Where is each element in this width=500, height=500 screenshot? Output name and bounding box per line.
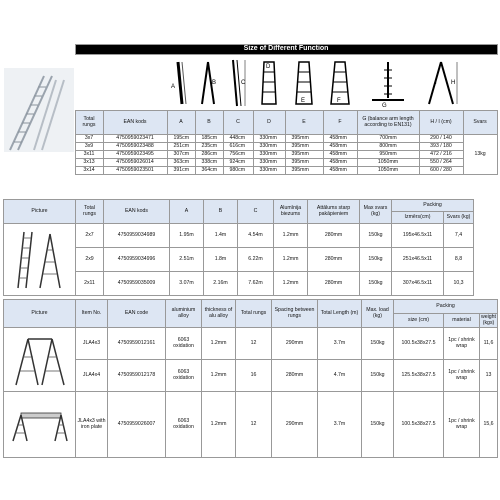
svg-text:I: I [435, 79, 437, 86]
t2-h-ean: EAN kods [104, 200, 170, 224]
ladder-a-icon [167, 55, 195, 111]
t3-cell: 100.5x38x27.5 [394, 392, 444, 458]
t1-cell: 458mm [323, 167, 357, 175]
t2-cell: 7,4 [444, 224, 474, 248]
t3-cell: JLA4x3 [76, 328, 108, 360]
t3-h-alloy: aluminium alloy [166, 300, 202, 328]
ladder-g-icon [357, 55, 419, 111]
t3-cell: 100.5x38x27.5 [394, 328, 444, 360]
product-photo-cell [3, 45, 75, 175]
t1-cell: 550 / 264 [419, 159, 463, 167]
t2-h-c: C [238, 200, 274, 224]
t3-h-packing: Packing [394, 300, 498, 314]
t1-h-g: G (balance arm length according to EN131) [357, 111, 419, 135]
t1-cell: 395mm [285, 159, 323, 167]
t2-cell: 1.2mm [274, 224, 308, 248]
t1-h-ean: EAN kods [103, 111, 167, 135]
t2-cell: 4750959035009 [104, 272, 170, 296]
t2-h-total-rungs: Total rungs [76, 200, 104, 224]
t2-cell: 280mm [308, 248, 360, 272]
t1-cell: 458mm [323, 159, 357, 167]
ladder-b-icon [195, 55, 223, 111]
t1-h-f: F [323, 111, 357, 135]
t2-cell: 2.51m [170, 248, 204, 272]
t3-cell: 4750959012178 [108, 360, 166, 392]
t2-h-packing: Packing [392, 200, 474, 212]
t1-h-e: E [285, 111, 323, 135]
t3-cell: 12 [236, 392, 272, 458]
t2-h-spacing: Attālums starp pakāpieniem [308, 200, 360, 224]
t2-cell: 1.4m [204, 224, 238, 248]
t2-h-b: B [204, 200, 238, 224]
ladder-d-icon [253, 55, 285, 111]
t3-cell: 280mm [272, 360, 318, 392]
t2-h-weight: Svars (kg) [444, 212, 474, 224]
t2-cell: 1.2mm [274, 248, 308, 272]
t1-cell: 290 / 140 [419, 135, 463, 143]
t1-cell: 395mm [285, 167, 323, 175]
t2-cell: 150kg [360, 248, 392, 272]
t1-cell: 391cm [167, 167, 195, 175]
t3-h-ean: EAN code [108, 300, 166, 328]
t1-cell: 363cm [167, 159, 195, 167]
t1-cell: 458mm [323, 143, 357, 151]
t3-h-item: Item No. [76, 300, 108, 328]
t1-cell: 3x9 [75, 143, 103, 151]
ladder-c-icon [223, 55, 253, 111]
t2-cell: 2x9 [76, 248, 104, 272]
two-section-ladder-table [3, 199, 474, 296]
t2-h-picture: Picture [4, 200, 76, 224]
t3-picture-2 [4, 392, 76, 458]
size-function-table [3, 44, 498, 175]
svg-text:G: G [382, 102, 387, 108]
t1-h-a: A [167, 111, 195, 135]
t2-cell: 2.16m [204, 272, 238, 296]
t1-cell: 3x11 [75, 151, 103, 159]
t2-cell: 280mm [308, 272, 360, 296]
t3-cell: 290mm [272, 328, 318, 360]
svg-text:H: H [451, 79, 456, 86]
t3-h-material: material [444, 314, 480, 328]
t3-h-spacing: Spacing between rungs [272, 300, 318, 328]
t1-cell: 235cm [195, 143, 223, 151]
t2-picture [4, 224, 76, 296]
t3-cell: JLA4x4 [76, 360, 108, 392]
ladder-with-plate-icon [7, 405, 73, 445]
t2-cell: 3.07m [170, 272, 204, 296]
t2-h-thickness: Alumīnija biezums [274, 200, 308, 224]
t3-cell: 1pc / shrink wrap [444, 392, 480, 458]
t3-cell: 3.7m [318, 328, 362, 360]
t3-cell: JLA4x3 with iron plate [76, 392, 108, 458]
t1-cell: 364cm [195, 167, 223, 175]
t1-cell: 338cm [195, 159, 223, 167]
t1-cell: 185cm [195, 135, 223, 143]
t1-cell: 924cm [223, 159, 253, 167]
t1-cell: 700mm [357, 135, 419, 143]
t3-cell: 6063 oxidation [166, 360, 202, 392]
t3-h-picture: Picture [4, 300, 76, 328]
t1-cell: 330mm [253, 143, 285, 151]
t2-cell: 10,3 [444, 272, 474, 296]
t1-cell: 395mm [285, 135, 323, 143]
t2-cell: 150kg [360, 224, 392, 248]
t1-h-c: C [223, 111, 253, 135]
t3-cell: 4750959012161 [108, 328, 166, 360]
t2-h-max-weight: Max svars (kg) [360, 200, 392, 224]
t3-cell: 16 [236, 360, 272, 392]
t2-cell: 4.54m [238, 224, 274, 248]
multi-ladder-icon [8, 331, 72, 389]
t1-cell: 195cm [167, 135, 195, 143]
t1-cell: 4750959023495 [103, 151, 167, 159]
ladder-pair-icon [10, 228, 70, 292]
t3-cell: 12 [236, 328, 272, 360]
t1-cell: 307cm [167, 151, 195, 159]
t2-h-size: Izmērs(cm) [392, 212, 444, 224]
t3-cell: 11,6 [480, 328, 498, 360]
ladder-e-icon [285, 55, 323, 111]
t3-h-thickness: thickness of alu alloy [202, 300, 236, 328]
t1-cell: 448cm [223, 135, 253, 143]
t1-cell: 3x7 [75, 135, 103, 143]
t1-cell: 472 / 216 [419, 151, 463, 159]
t3-cell: 1pc / shrink wrap [444, 328, 480, 360]
t3-cell: 1.2mm [202, 360, 236, 392]
t1-cell: 393 / 180 [419, 143, 463, 151]
t2-cell: 1.95m [170, 224, 204, 248]
t1-h-hi: H / I (cm) [419, 111, 463, 135]
t3-h-max-load: Max. load (kg) [362, 300, 394, 328]
t3-cell: 13 [480, 360, 498, 392]
svg-text:D: D [266, 63, 271, 70]
t3-cell: 6063 oxidation [166, 328, 202, 360]
t1-cell: 4750959023501 [103, 167, 167, 175]
t2-cell: 2x11 [76, 272, 104, 296]
t2-cell: 7.62m [238, 272, 274, 296]
t3-picture-1 [4, 328, 76, 392]
t3-cell: 3.7m [318, 392, 362, 458]
t1-cell: 756cm [223, 151, 253, 159]
multi-purpose-ladder-table [3, 299, 498, 458]
ladder-f-icon [323, 55, 357, 111]
t1-cell: 330mm [253, 159, 285, 167]
t2-cell: 195x46.5x11 [392, 224, 444, 248]
t1-h-d: D [253, 111, 285, 135]
svg-text:C: C [241, 79, 246, 86]
t3-h-weight: weight (kgs) [481, 313, 496, 326]
t3-cell: 125.5x38x27.5 [394, 360, 444, 392]
t1-cell: 3x14 [75, 167, 103, 175]
t1-cell: 800mm [357, 143, 419, 151]
t2-cell: 2x7 [76, 224, 104, 248]
t1-cell: 330mm [253, 151, 285, 159]
svg-text:A: A [171, 83, 176, 90]
t3-cell: 4750959026007 [108, 392, 166, 458]
t2-cell: 280mm [308, 224, 360, 248]
t3-h-total-rungs: Total rungs [236, 300, 272, 328]
t2-h-a: A [170, 200, 204, 224]
t3-cell: 1.2mm [202, 392, 236, 458]
t3-h-length: Total Length (m) [318, 300, 362, 328]
t1-cell: 395mm [285, 143, 323, 151]
t2-cell: 1.8m [204, 248, 238, 272]
t2-cell: 4750959034996 [104, 248, 170, 272]
t2-cell: 1.2mm [274, 272, 308, 296]
t3-cell: 290mm [272, 392, 318, 458]
t2-cell: 8,8 [444, 248, 474, 272]
t1-cell: 980cm [223, 167, 253, 175]
t3-cell: 150kg [362, 392, 394, 458]
t3-cell: 150kg [362, 328, 394, 360]
t1-cell: 330mm [253, 135, 285, 143]
t3-cell: 1.2mm [202, 328, 236, 360]
t1-h-svars: Svars [463, 111, 497, 135]
t1-cell: 4750959023488 [103, 143, 167, 151]
table1-title: Size of Different Function [75, 45, 497, 55]
svg-text:B: B [212, 79, 217, 86]
t1-cell: 458mm [323, 151, 357, 159]
t1-cell: 330mm [253, 167, 285, 175]
t3-cell: 1pc / shrink wrap [444, 360, 480, 392]
t1-h-total-rungs: Total rungs [75, 111, 103, 135]
t1-cell: 286cm [195, 151, 223, 159]
t2-cell: 4750959034989 [104, 224, 170, 248]
svg-text:E: E [301, 97, 306, 104]
ladder-hi-icon [419, 55, 463, 111]
t1-cell: 1050mm [357, 167, 419, 175]
t3-cell: 150kg [362, 360, 394, 392]
t1-cell: 950mm [357, 151, 419, 159]
t2-cell: 251x46.5x11 [392, 248, 444, 272]
t3-h-size: size (cm) [394, 314, 444, 328]
t2-cell: 307x46.5x11 [392, 272, 444, 296]
t1-cell: 600 / 280 [419, 167, 463, 175]
svg-text:F: F [337, 97, 341, 104]
t1-cell: 4750959026014 [103, 159, 167, 167]
t1-h-b: B [195, 111, 223, 135]
t3-cell: 15,6 [480, 392, 498, 458]
t1-cell: 251cm [167, 143, 195, 151]
t1-cell: 458mm [323, 135, 357, 143]
t2-cell: 150kg [360, 272, 392, 296]
t1-cell: 3x13 [75, 159, 103, 167]
t3-cell: 4.7m [318, 360, 362, 392]
t1-weight: 13kg [463, 135, 497, 175]
t1-cell: 1050mm [357, 159, 419, 167]
t1-cell: 395mm [285, 151, 323, 159]
t3-cell: 6063 oxidation [166, 392, 202, 458]
t1-cell: 616cm [223, 143, 253, 151]
t2-cell: 6.22m [238, 248, 274, 272]
t1-cell: 4750959023471 [103, 135, 167, 143]
ladder-photo [4, 68, 74, 152]
